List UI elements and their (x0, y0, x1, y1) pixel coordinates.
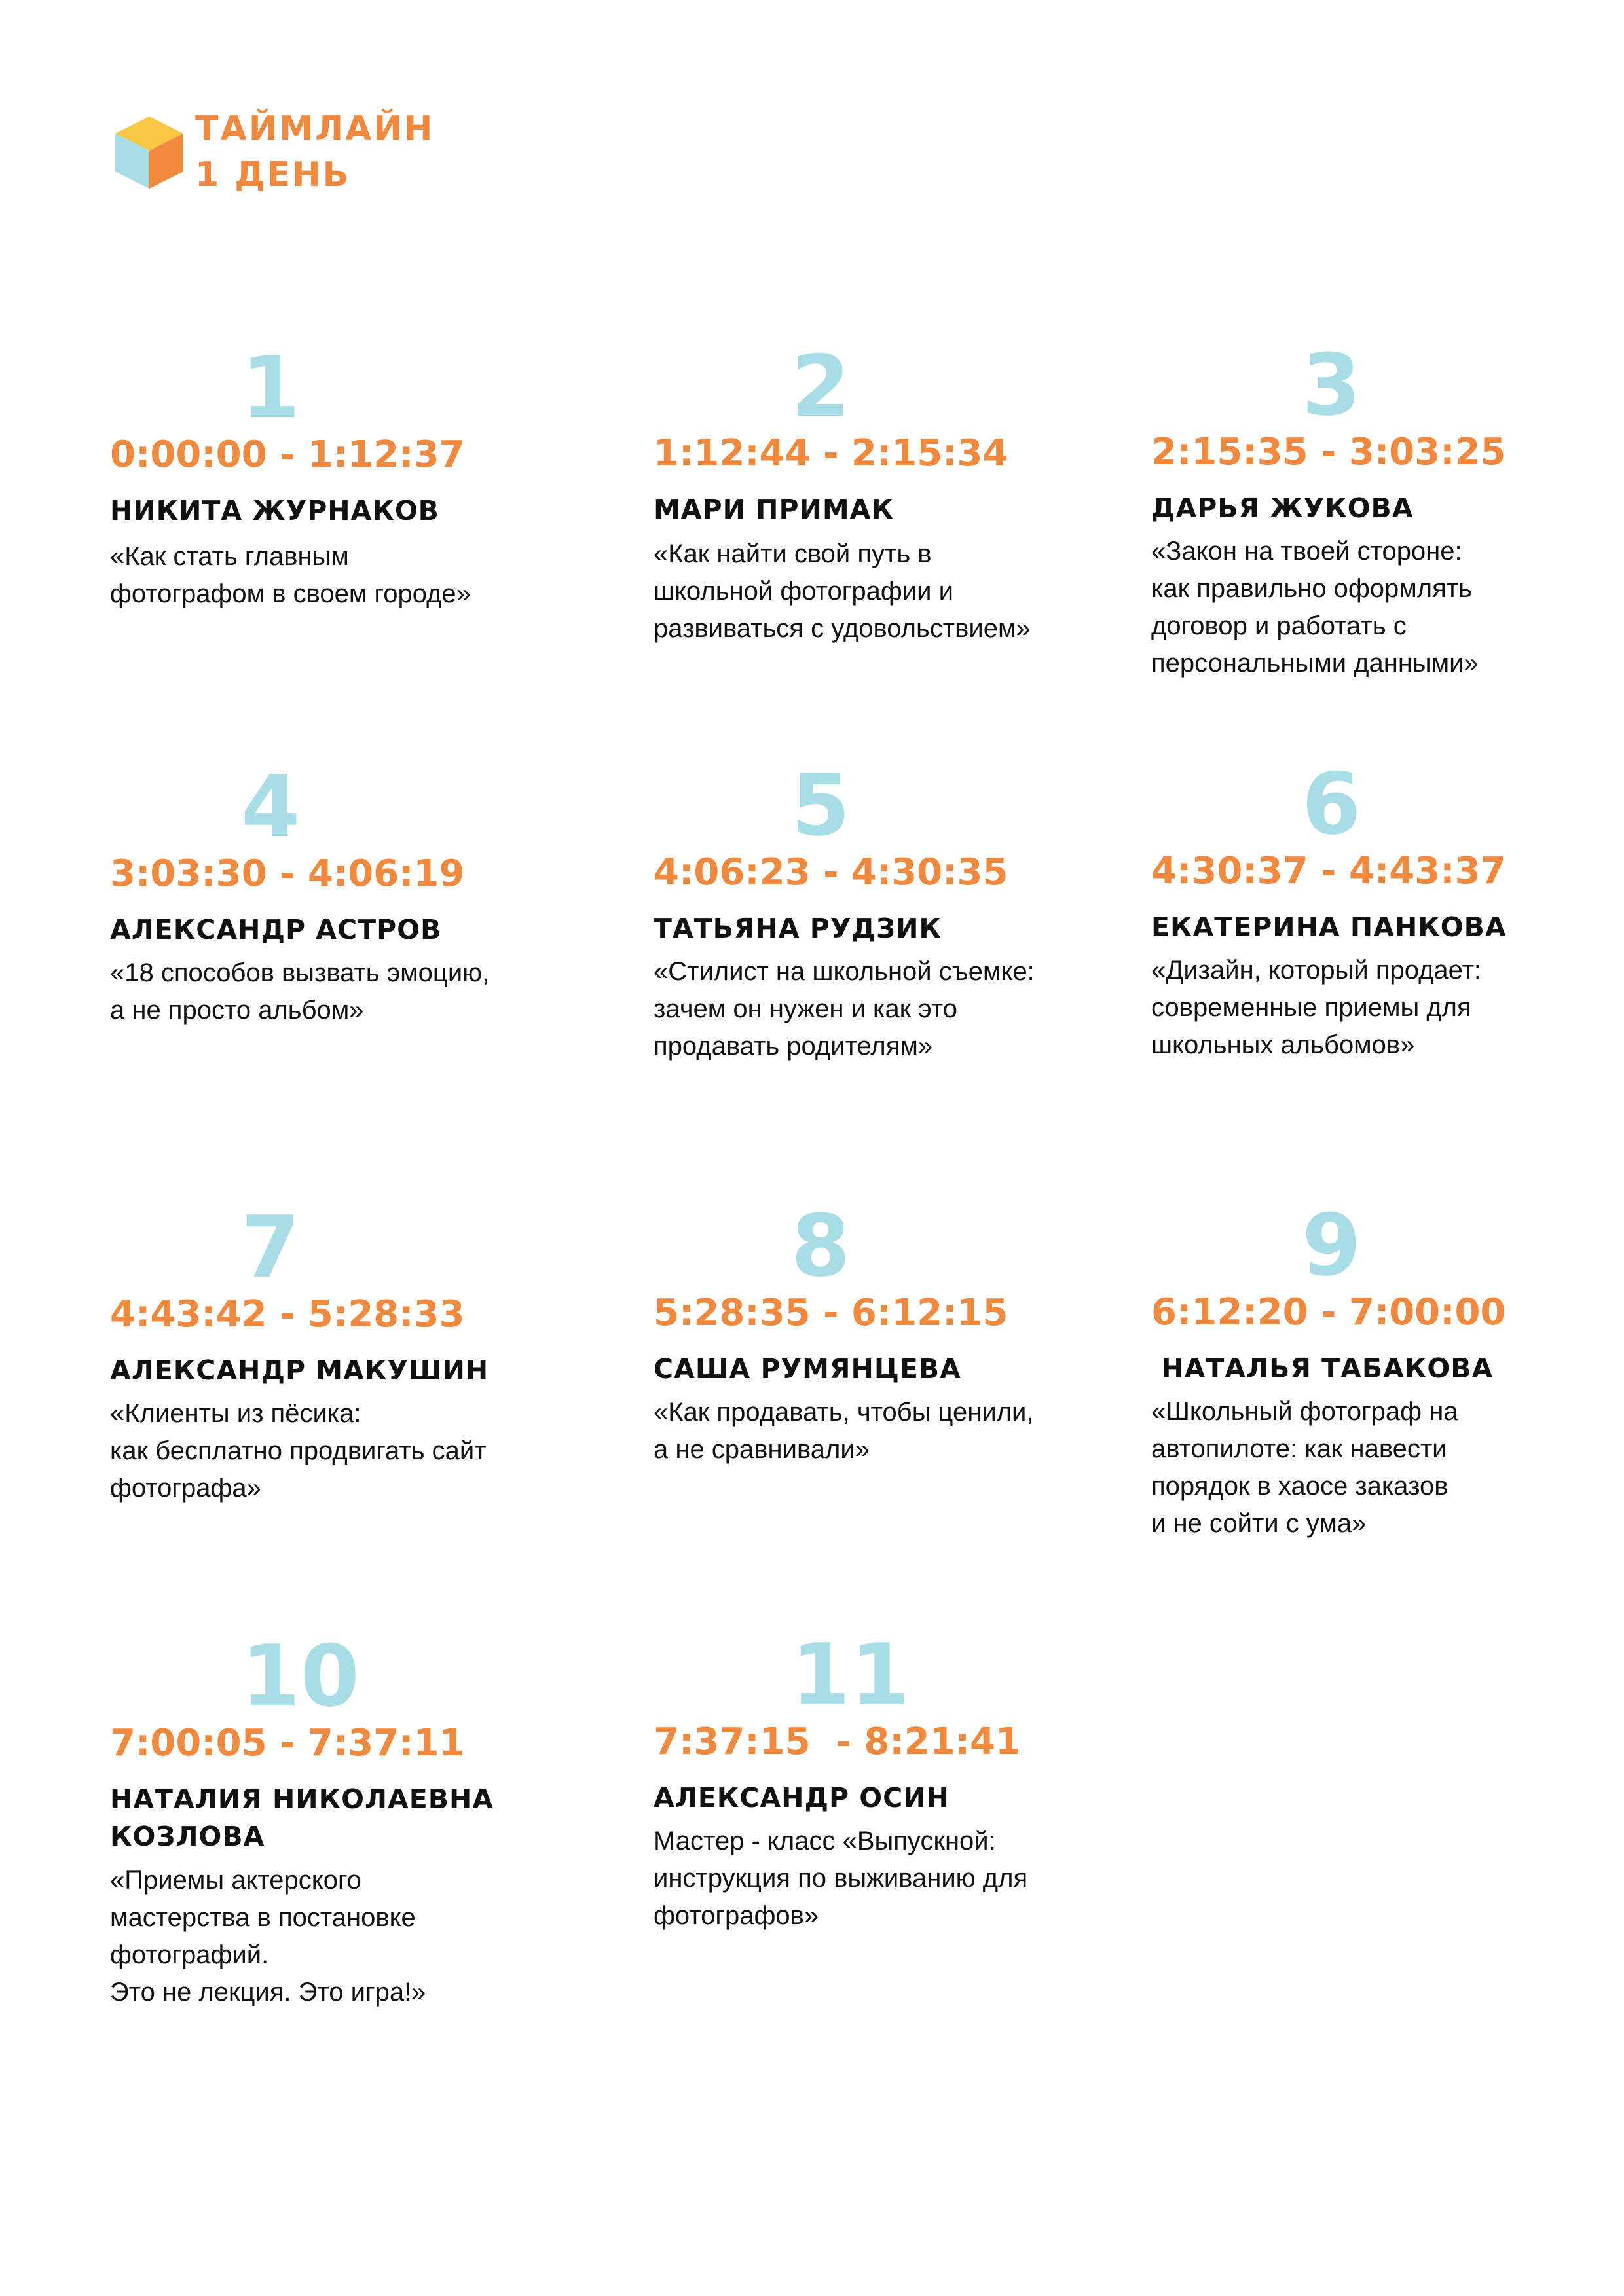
talk-title: «Стилист на школьной съемке: зачем он нужен и как это продавать родителям» (654, 957, 1035, 1061)
item-time: 3:03:30 - 4:06:19 (110, 852, 465, 895)
speaker-name: НАТАЛЬЯ ТАБАКОВА (1151, 1353, 1494, 1384)
item-time: 2:15:35 - 3:03:25 (1151, 431, 1506, 473)
item-time: 4:30:37 - 4:43:37 (1151, 850, 1506, 892)
item-time: 4:43:42 - 5:28:33 (110, 1293, 465, 1336)
item-number: 2 (791, 337, 851, 436)
title-line-2: 1 ДЕНЬ (195, 155, 351, 194)
talk-title: «Школьный фотограф на автопилоте: как навести порядок в хаосе заказов и не сойти с ума» (1151, 1397, 1458, 1538)
item-number: 9 (1302, 1195, 1361, 1295)
speaker-name: ТАТЬЯНА РУДЗИК (654, 913, 942, 944)
talk-title: «Как найти свой путь в школьной фотографии и развиваться с удовольствием» (654, 539, 1031, 643)
speaker-name: АЛЕКСАНДР АСТРОВ (110, 914, 442, 945)
page-title (195, 106, 434, 198)
item-time: 7:37:15 - 8:21:41 (654, 1721, 1021, 1763)
talk-title: «Дизайн, который продает: современные приемы для школьных альбомов» (1151, 956, 1482, 1059)
speaker-name: ДАРЬЯ ЖУКОВА (1151, 492, 1414, 524)
talk-title: «Клиенты из пёсика: как бесплатно продвигать сайт фотографа» (110, 1399, 487, 1503)
item-number: 3 (1302, 335, 1361, 435)
speaker-name: ЕКАТЕРИНА ПАНКОВА (1151, 911, 1507, 943)
item-time: 1:12:44 - 2:15:34 (654, 432, 1008, 475)
item-number: 11 (791, 1625, 910, 1724)
item-number: 1 (241, 338, 301, 437)
item-time: 4:06:23 - 4:30:35 (654, 851, 1008, 894)
talk-title: «Приемы актерского мастерства в постановке фотографий. Это не лекция. Это игра!» (110, 1866, 426, 2007)
item-number: 4 (241, 757, 301, 856)
talk-title: «Как стать главным фотографом в своем городе» (110, 542, 471, 608)
item-time: 7:00:05 - 7:37:11 (110, 1722, 465, 1764)
item-number: 7 (241, 1197, 301, 1297)
speaker-name: НИКИТА ЖУРНАКОВ (110, 495, 439, 526)
talk-title: «Как продавать, чтобы ценили, а не сравнивали» (654, 1398, 1034, 1464)
talk-title: «18 способов вызвать эмоцию, а не просто альбом» (110, 958, 490, 1025)
speaker-name: НАТАЛИЯ НИКОЛАЕВНА КОЗЛОВА (110, 1783, 494, 1852)
title-line-1: ТАЙМЛАЙН (195, 109, 435, 149)
speaker-name: АЛЕКСАНДР ОСИН (654, 1782, 950, 1813)
speaker-name: МАРИ ПРИМАК (654, 494, 894, 525)
item-time: 5:28:35 - 6:12:15 (654, 1292, 1008, 1334)
talk-title: «Закон на твоей стороне: как правильно оформлять договор и работать с персональными данными» (1151, 537, 1479, 678)
item-time: 0:00:00 - 1:12:37 (110, 433, 465, 476)
item-number: 6 (1302, 754, 1361, 854)
item-number: 8 (791, 1196, 851, 1296)
item-number: 10 (241, 1626, 360, 1726)
speaker-name: САША РУМЯНЦЕВА (654, 1353, 961, 1385)
speaker-name: АЛЕКСАНДР МАКУШИН (110, 1355, 489, 1386)
item-time: 6:12:20 - 7:00:00 (1151, 1291, 1506, 1334)
talk-title: Мастер - класс «Выпускной: инструкция по выживанию для фотографов» (654, 1827, 1028, 1930)
item-number: 5 (791, 756, 851, 855)
cube-logo-icon (110, 113, 189, 191)
